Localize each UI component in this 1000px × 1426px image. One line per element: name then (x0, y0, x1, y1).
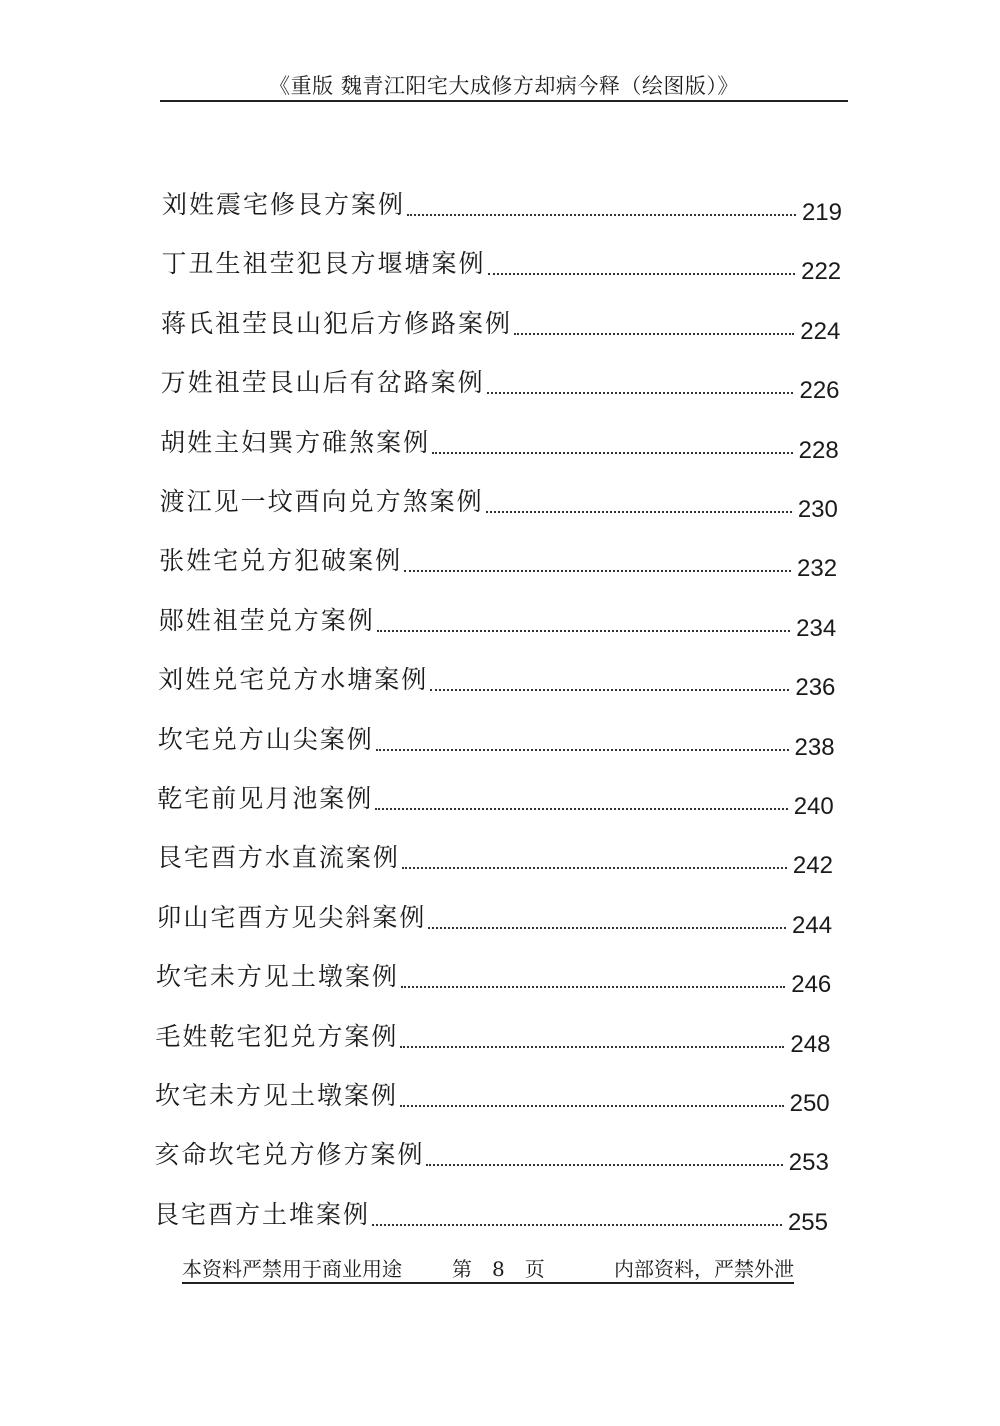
toc-entry-page: 230 (797, 496, 838, 523)
toc-entry-title: 刘姓震宅修艮方案例 (162, 190, 406, 219)
toc-entry (154, 1071, 830, 1117)
toc-leader-dots (372, 1224, 782, 1226)
toc-entry-page: 222 (801, 258, 842, 286)
toc-entry (156, 893, 833, 939)
toc-entry-title: 坎宅未方见土墩案例 (154, 1081, 398, 1110)
toc-entry-title: 艮宅酉方水直流案例 (156, 843, 400, 873)
toc-leader-dots (430, 689, 789, 691)
toc-entry-page: 248 (790, 1030, 831, 1058)
toc-entry (154, 1190, 828, 1236)
toc-entry-title: 毛姓乾宅犯兑方案例 (155, 1021, 399, 1051)
toc-leader-dots (376, 749, 789, 751)
toc-entry (158, 596, 837, 642)
toc-entry-page: 242 (792, 852, 833, 880)
toc-leader-dots (488, 273, 796, 275)
toc-entry-title: 卯山宅酉方见尖斜案例 (156, 902, 427, 932)
toc-leader-dots (377, 630, 790, 632)
toc-entry (161, 239, 842, 286)
toc-entry-page: 253 (788, 1149, 829, 1177)
toc-leader-dots (400, 1046, 784, 1048)
toc-entry-title: 渡江见一坟酉向兑方煞案例 (159, 487, 484, 516)
toc-entry-title: 亥命坎宅兑方修方案例 (154, 1140, 425, 1170)
toc-entry (155, 952, 832, 999)
toc-entry (159, 477, 838, 523)
toc-leader-dots (402, 867, 787, 869)
toc-leader-dots (400, 1105, 784, 1107)
toc-entry-page: 232 (797, 555, 838, 583)
toc-entry (160, 418, 839, 464)
footer-page-number: 第 8 页 (452, 1257, 545, 1281)
toc-leader-dots (486, 511, 792, 513)
toc-leader-dots (487, 392, 794, 394)
toc-entry-page: 255 (787, 1208, 828, 1236)
toc-entry-page: 228 (798, 436, 839, 464)
toc-entry-page: 224 (800, 317, 841, 345)
toc-entry-page: 240 (793, 793, 834, 820)
toc-entry (157, 774, 834, 820)
toc-entry-title: 胡姓主妇巽方碓煞案例 (160, 427, 431, 457)
toc-entry-page: 219 (801, 199, 842, 226)
toc-entry-page: 238 (794, 733, 835, 761)
toc-entry (154, 1130, 829, 1177)
toc-leader-dots (401, 986, 785, 988)
document-footer (182, 1252, 794, 1284)
toc-entry-title: 乾宅前见月池案例 (157, 784, 374, 813)
toc-entry (159, 536, 838, 583)
toc-entry-title: 丁丑生祖茔犯艮方堰塘案例 (161, 249, 486, 279)
toc-entry-page: 244 (792, 911, 833, 939)
toc-leader-dots (404, 570, 791, 572)
toc-entry (161, 299, 841, 345)
toc-leader-dots (426, 1164, 782, 1166)
toc-entry (162, 180, 842, 226)
document-header: 《重版 魏青江阳宅大成修方却病今释（绘图版）》 (269, 74, 739, 98)
toc-entry-page: 250 (789, 1090, 830, 1117)
toc-entry-title: 艮宅酉方土堆案例 (154, 1199, 371, 1229)
toc-entry-title: 坎宅兑方山尖案例 (157, 724, 374, 754)
toc-entry-title: 郧姓祖茔兑方案例 (158, 605, 375, 635)
toc-entry-title: 张姓宅兑方犯破案例 (159, 546, 403, 576)
toc-entry-page: 246 (791, 971, 832, 999)
toc-entry-title: 坎宅未方见土墩案例 (155, 962, 399, 992)
toc-leader-dots (428, 927, 786, 929)
toc-entry (156, 833, 833, 880)
toc-entry-title: 刘姓兑宅兑方水塘案例 (158, 665, 429, 695)
toc-leader-dots (514, 333, 794, 335)
toc-entry-title: 蒋氏祖茔艮山犯后方修路案例 (161, 308, 513, 338)
toc-leader-dots (407, 214, 796, 216)
toc-entry-page: 226 (799, 377, 840, 405)
footer-notice-left: 本资料严禁用于商业用途 (182, 1257, 402, 1281)
toc-entry (160, 358, 840, 405)
toc-entry-page: 234 (796, 614, 837, 642)
toc-entry-title: 万姓祖茔艮山后有岔路案例 (160, 368, 485, 398)
toc-leader-dots (375, 808, 787, 810)
toc-entry-page: 236 (795, 674, 836, 702)
toc-entry (157, 715, 835, 761)
toc-entry (158, 655, 836, 702)
toc-leader-dots (432, 452, 793, 454)
toc-entry (155, 1012, 831, 1058)
footer-notice-right: 内部资料，严禁外泄 (614, 1257, 794, 1281)
